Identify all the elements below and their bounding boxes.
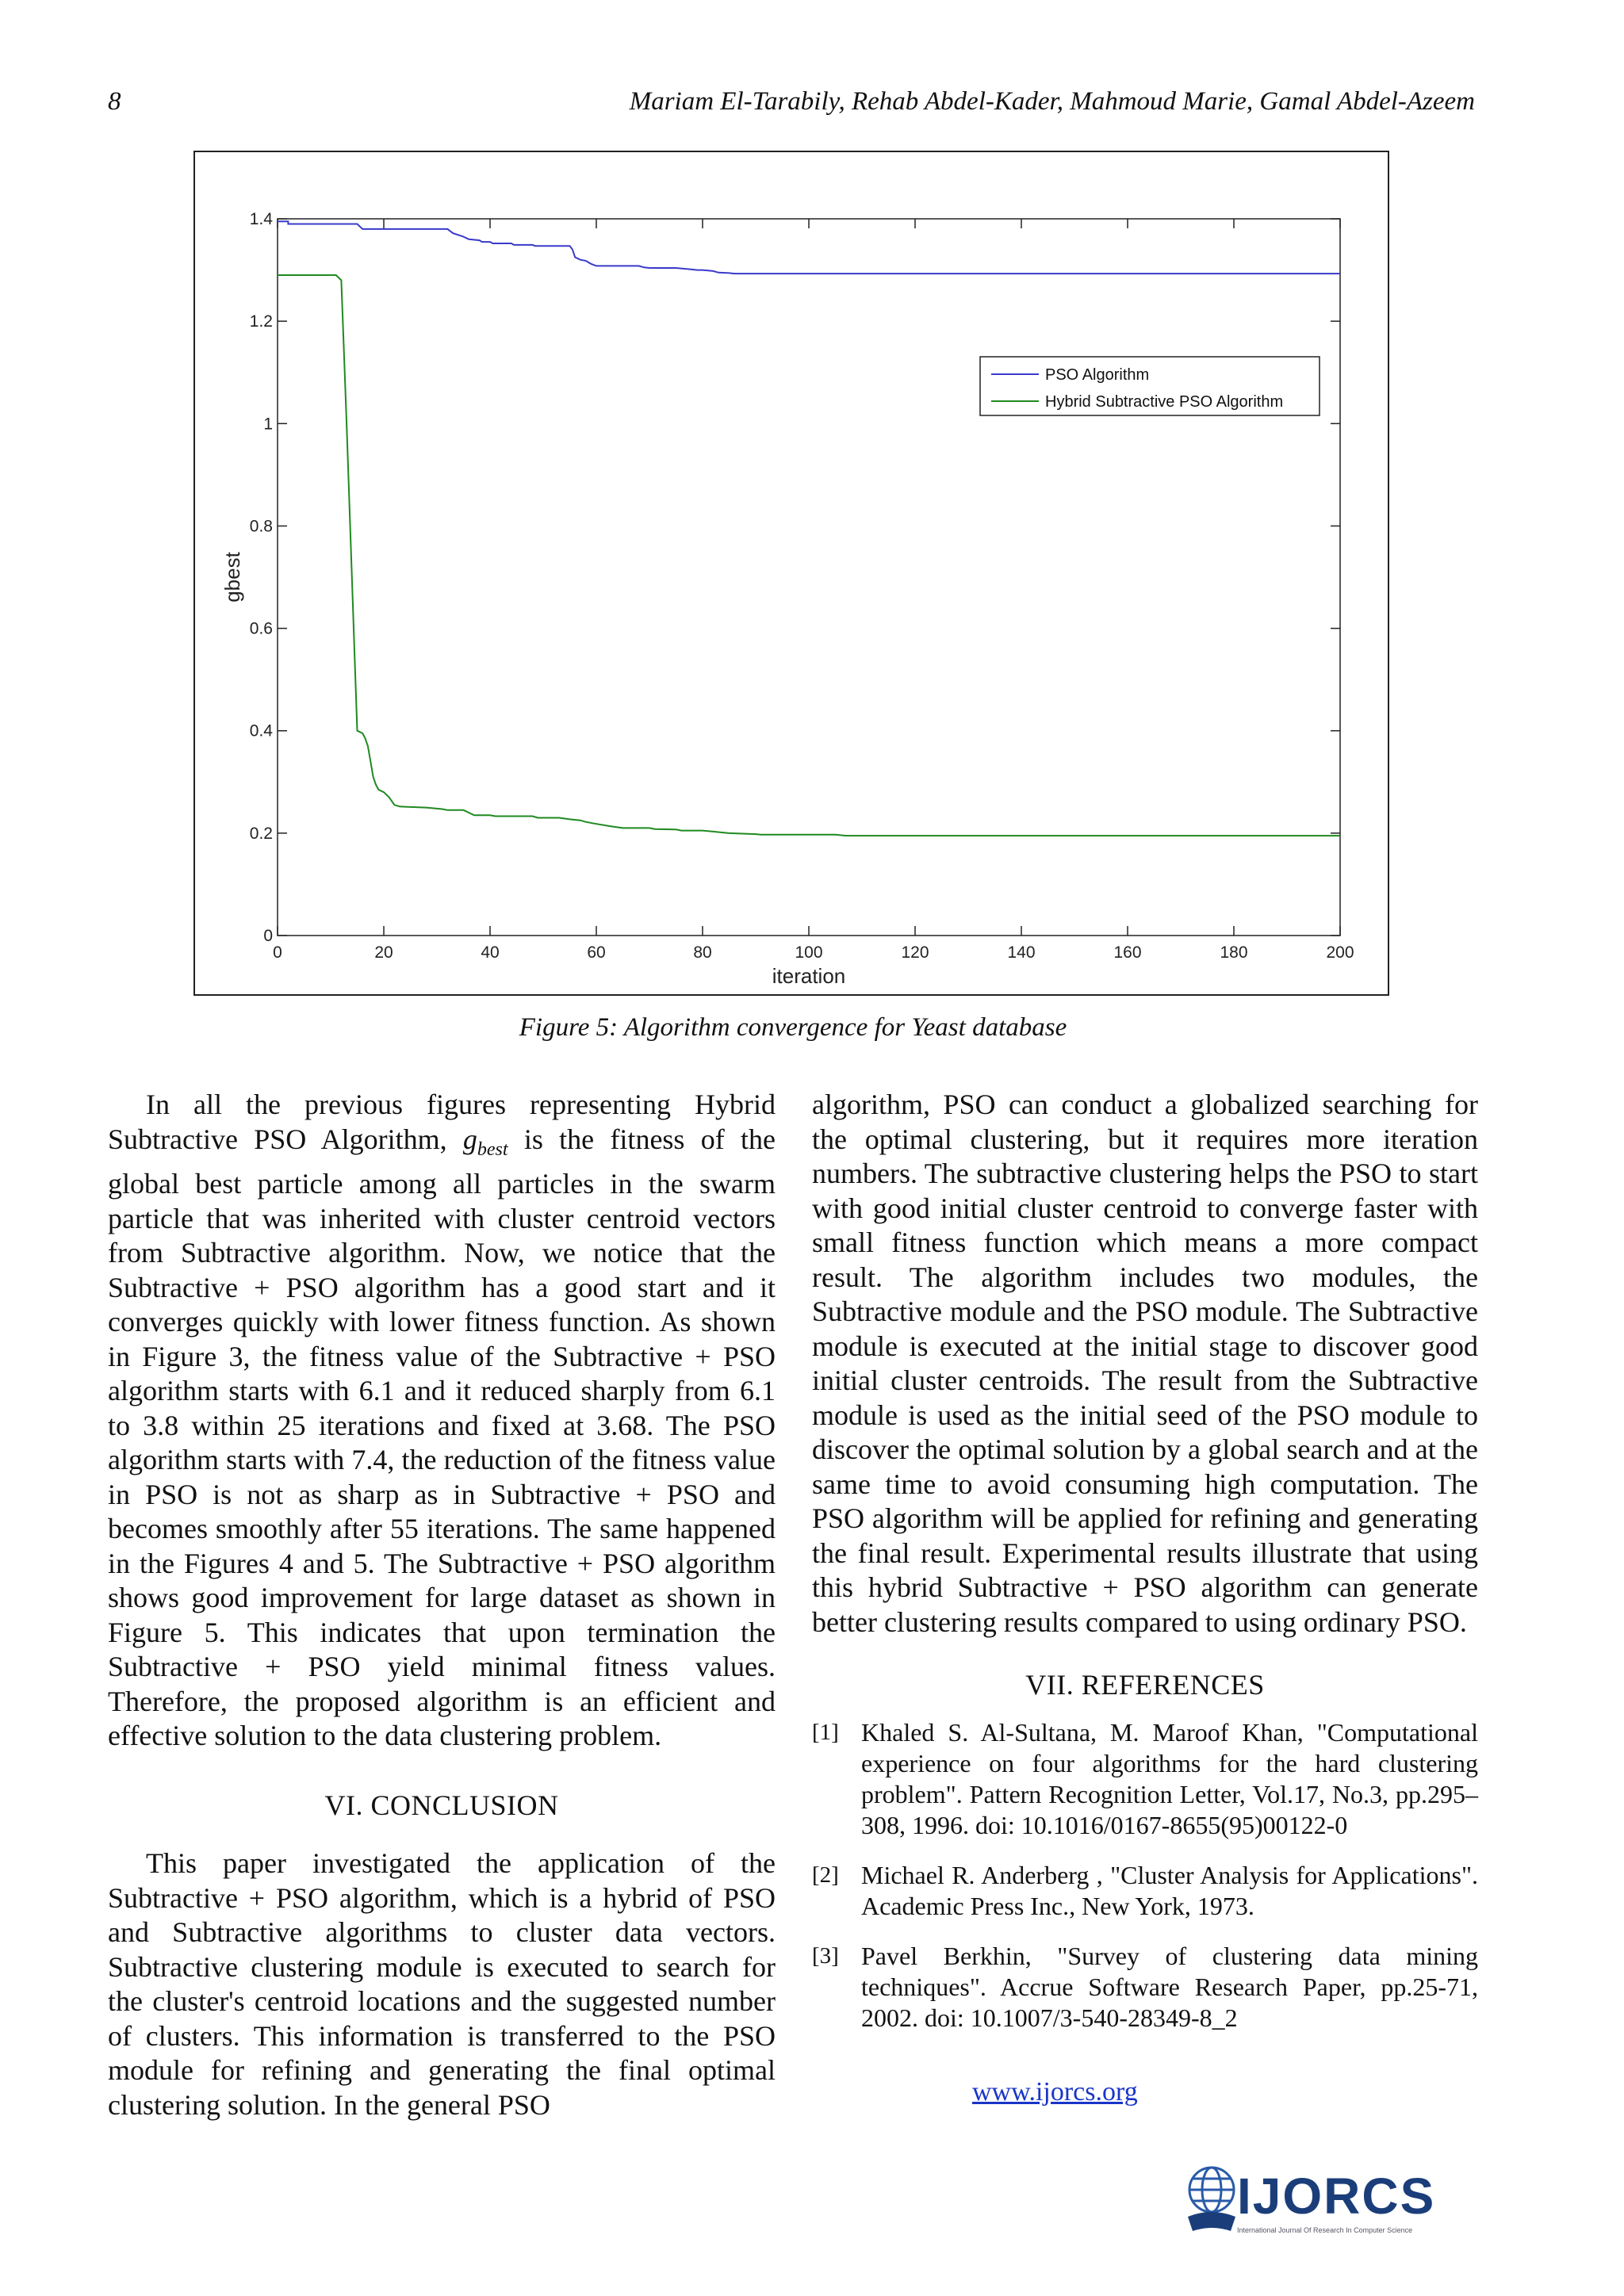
y-tick-label: 1.4 <box>249 210 273 228</box>
gbest-symbol: $g_{best}$ <box>462 1123 508 1160</box>
figure-frame <box>193 151 1389 996</box>
logo-wordmark: IJORCS <box>1237 2168 1436 2225</box>
section-title-references: VII. REFERENCES <box>1025 1669 1265 1701</box>
x-tick-label: 80 <box>693 943 712 962</box>
y-tick-label: 0.6 <box>249 619 273 638</box>
right-column <box>812 1088 1478 2053</box>
y-axis-label: gbest <box>220 552 244 603</box>
x-tick-label: 100 <box>795 943 823 962</box>
y-tick-label: 0 <box>263 927 273 945</box>
plot-area-box <box>278 219 1340 936</box>
paragraph-conclusion-continued: algorithm, PSO can conduct a globalized searching for the optimal clustering, but it requires more iteration numbers. The subtractive clustering helps the PSO to start with good initial cluster centroid to converge faster with small fitness function which means a more compact result. The algorithm includes two modules, the Subtractive module and the PSO module. The Subtractive module is executed at the initial stage to discover good initial cluster centroids. The result from the Subtractive module is used as the initial seed of the PSO module to discover the optimal solution by a global search and at the same time to avoid consuming high computation. The PSO algorithm will be applied for refining and generating the final result. Experimental results illustrate that using this hybrid Subtractive + PSO algorithm can generate better clustering results compared to using ordinary PSO. <box>812 1089 1478 1638</box>
paragraph-conclusion: This paper investigated the application of the Subtractive + PSO algorithm, which is a hybrid of PSO and Subtractive algorithms to cluster data vectors. Subtractive clustering module is executed to search for the cluster's centroid locations and the suggested number of clusters. This information is transferred to the PSO module for refining and generating the final optimal clustering solution. In the general PSO <box>108 1847 776 2121</box>
x-tick-label: 0 <box>273 943 282 962</box>
y-tick-label: 0.8 <box>249 517 273 536</box>
legend-entry: PSO Algorithm <box>1045 366 1150 384</box>
figure-caption: Figure 5: Algorithm convergence for Yeast database <box>519 1013 1067 1042</box>
reference-item: [1] Khaled S. Al-Sultana, M. Maroof Khan, "Computational experience on four algorithms for the hard clustering problem". Pattern Recognition Letter, Vol.17, No.3, pp.295–308, 1996. doi: 10.1016/0167-8655(95)00122-0 <box>812 1717 1478 1839</box>
legend-entry: Hybrid Subtractive PSO Algorithm <box>1045 393 1284 411</box>
x-tick-label: 20 <box>374 943 393 962</box>
x-tick-label: 180 <box>1220 943 1248 962</box>
journal-website-link[interactable]: www.ijorcs.org <box>972 2077 1138 2107</box>
section-title-conclusion: VI. CONCLUSION <box>324 1789 559 1821</box>
x-tick-label: 120 <box>901 943 929 962</box>
y-tick-label: 0.2 <box>249 824 273 843</box>
left-column <box>108 1088 776 2122</box>
running-header-authors: Mariam El-Tarabily, Rehab Abdel-Kader, Mahmoud Marie, Gamal Abdel-Azeem <box>629 87 1475 116</box>
logo-subtitle: International Journal Of Research In Computer Science <box>1237 2226 1413 2234</box>
paragraph-discussion: In all the previous figures representing Hybrid Subtractive PSO Algorithm, $g_{best}$ is the fitness of the global best particle among all particles in the swarm particle that was inherited with cluster centroid vectors from Subtractive algorithm. Now, we notice that the Subtractive + PSO algorithm has a good start and it converges quickly with lower fitness function. As shown in Figure 3, the fitness value of the Subtractive + PSO algorithm starts with 6.1 and it reduced sharply from 6.1 to 3.8 within 25 iterations and fixed at 3.68. The PSO algorithm starts with 7.4, the reduction of the fitness value in PSO is not as sharp as in Subtractive + PSO and becomes smoothly after 55 iterations. The same happened in the Figures 4 and 5. The Subtractive + PSO algorithm shows good improvement for large dataset as shown in Figure 5. This indicates that upon termination the Subtractive + PSO yield minimal fitness values. Therefore, the proposed algorithm is an efficient and effective solution to the data clustering problem. <box>108 1089 776 1752</box>
x-tick-label: 60 <box>587 943 606 962</box>
convergence-chart <box>195 152 1391 997</box>
reference-item: [2] Michael R. Anderberg , "Cluster Analysis for Applications". Academic Press Inc., New York, 1973. <box>812 1860 1478 1920</box>
reference-item: [3] Pavel Berkhin, "Survey of clustering data mining techniques". Accrue Software Research Paper, pp.25-71, 2002. doi: 10.1007/3-540-28349-8_2 <box>812 1941 1478 2032</box>
series-line-0 <box>278 221 1340 274</box>
x-tick-label: 140 <box>1007 943 1036 962</box>
y-tick-label: 1 <box>263 415 273 434</box>
y-tick-label: 0.4 <box>249 721 273 740</box>
y-tick-label: 1.2 <box>249 312 273 331</box>
x-tick-label: 160 <box>1113 943 1142 962</box>
page-number: 8 <box>108 87 121 116</box>
x-axis-label: iteration <box>772 964 846 988</box>
x-tick-label: 200 <box>1326 943 1354 962</box>
x-tick-label: 40 <box>481 943 500 962</box>
